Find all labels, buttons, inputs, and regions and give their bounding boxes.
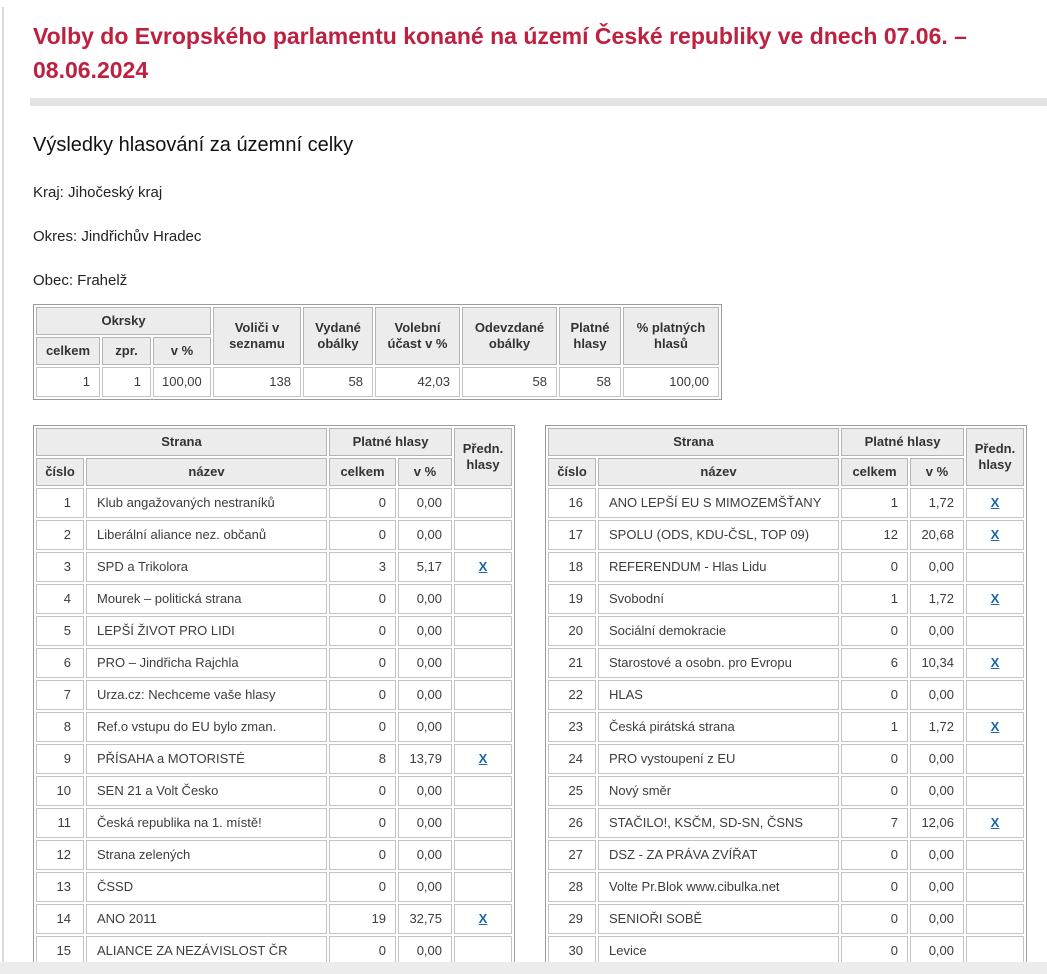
col-pct-platnych-hlasu: % platných hlasů — [623, 307, 719, 365]
platne-hlasy-value: 58 — [559, 367, 621, 397]
party-number-cell: 28 — [548, 872, 596, 902]
votes-pct-cell: 1,72 — [910, 712, 964, 742]
party-row — [548, 904, 1024, 934]
votes-pct-cell: 10,34 — [910, 648, 964, 678]
party-row — [36, 808, 512, 838]
votes-total-cell: 0 — [841, 680, 908, 710]
pref-votes-cell — [454, 744, 512, 774]
pref-votes-cell — [966, 744, 1024, 774]
party-name-cell: ČSSD — [86, 872, 327, 902]
votes-pct-cell: 0,00 — [910, 776, 964, 806]
votes-pct-cell: 5,17 — [398, 552, 452, 582]
votes-pct-cell: 0,00 — [398, 520, 452, 550]
party-header-row-2 — [548, 458, 1024, 486]
pref-votes-cell — [454, 872, 512, 902]
votes-pct-cell: 32,75 — [398, 904, 452, 934]
party-row — [548, 648, 1024, 678]
party-name-cell: Sociální demokracie — [598, 616, 839, 646]
votes-total-cell: 0 — [329, 872, 396, 902]
party-number-cell: 19 — [548, 584, 596, 614]
party-name-cell: Starostové a osobn. pro Evropu — [598, 648, 839, 678]
party-row — [36, 776, 512, 806]
party-name-cell: STAČILO!, KSČM, SD-SN, ČSNS — [598, 808, 839, 838]
votes-pct-cell: 0,00 — [398, 680, 452, 710]
party-name-cell: SEN 21 a Volt Česko — [86, 776, 327, 806]
party-row — [548, 744, 1024, 774]
party-number-cell: 18 — [548, 552, 596, 582]
party-number-cell: 17 — [548, 520, 596, 550]
pref-votes-link[interactable]: X — [478, 911, 488, 926]
votes-total-cell: 0 — [329, 712, 396, 742]
party-row — [36, 744, 512, 774]
votes-pct-cell: 0,00 — [910, 680, 964, 710]
party-number-cell: 14 — [36, 904, 84, 934]
col-okrsky: Okrsky — [36, 307, 211, 335]
party-number-cell: 7 — [36, 680, 84, 710]
votes-total-cell: 0 — [329, 776, 396, 806]
party-row — [36, 648, 512, 678]
votes-pct-cell: 0,00 — [398, 808, 452, 838]
vydane-obalky-value: 58 — [303, 367, 373, 397]
party-number-cell: 29 — [548, 904, 596, 934]
party-table-left — [33, 425, 515, 969]
party-number-cell: 11 — [36, 808, 84, 838]
votes-pct-cell: 0,00 — [910, 872, 964, 902]
party-header-row-1 — [36, 428, 512, 456]
party-name-cell: SENIOŘI SOBĚ — [598, 904, 839, 934]
region-kraj: Kraj: Jihočeský kraj — [33, 184, 163, 201]
pref-votes-cell — [454, 776, 512, 806]
votes-total-cell: 0 — [841, 776, 908, 806]
party-number-cell: 23 — [548, 712, 596, 742]
pref-votes-cell — [454, 840, 512, 870]
votes-total-cell: 1 — [841, 584, 908, 614]
col-nazev: název — [86, 458, 327, 486]
pref-votes-cell — [966, 712, 1024, 742]
party-row — [548, 488, 1024, 518]
summary-table — [33, 304, 722, 400]
party-name-cell: ALIANCE ZA NEZÁVISLOST ČR — [86, 936, 327, 966]
pref-votes-cell — [966, 776, 1024, 806]
party-row — [36, 712, 512, 742]
party-number-cell: 12 — [36, 840, 84, 870]
votes-total-cell: 0 — [329, 616, 396, 646]
votes-total-cell: 0 — [841, 872, 908, 902]
party-number-cell: 6 — [36, 648, 84, 678]
party-name-cell: PRO vystoupení z EU — [598, 744, 839, 774]
party-number-cell: 15 — [36, 936, 84, 966]
votes-total-cell: 0 — [329, 680, 396, 710]
votes-pct-cell: 0,00 — [398, 616, 452, 646]
pref-votes-cell — [454, 712, 512, 742]
pref-votes-cell — [966, 904, 1024, 934]
party-row — [548, 520, 1024, 550]
votes-pct-cell: 0,00 — [910, 936, 964, 966]
col-odevzdane-obalky: Odevzdané obálky — [462, 307, 557, 365]
votes-pct-cell: 1,72 — [910, 584, 964, 614]
votes-total-cell: 7 — [841, 808, 908, 838]
votes-pct-cell: 0,00 — [910, 840, 964, 870]
votes-total-cell: 0 — [841, 936, 908, 966]
pref-votes-cell — [454, 648, 512, 678]
party-row — [548, 584, 1024, 614]
party-number-cell: 24 — [548, 744, 596, 774]
party-row — [548, 776, 1024, 806]
party-row — [36, 488, 512, 518]
col-platne-hlasy: Platné hlasy — [841, 428, 964, 456]
party-number-cell: 3 — [36, 552, 84, 582]
votes-pct-cell: 0,00 — [398, 936, 452, 966]
party-number-cell: 1 — [36, 488, 84, 518]
votes-total-cell: 1 — [841, 488, 908, 518]
col-okrsky-zpr: zpr. — [102, 337, 151, 365]
pref-votes-link[interactable]: X — [478, 751, 488, 766]
party-row — [36, 872, 512, 902]
votes-pct-cell: 0,00 — [398, 872, 452, 902]
votes-total-cell: 0 — [329, 840, 396, 870]
votes-total-cell: 0 — [841, 904, 908, 934]
pref-votes-link[interactable]: X — [990, 495, 1000, 510]
section-title: Výsledky hlasování za územní celky — [33, 134, 354, 156]
party-name-cell: SPOLU (ODS, KDU-ČSL, TOP 09) — [598, 520, 839, 550]
party-number-cell: 9 — [36, 744, 84, 774]
party-name-cell: LEPŠÍ ŽIVOT PRO LIDI — [86, 616, 327, 646]
party-name-cell: Volte Pr.Blok www.cibulka.net — [598, 872, 839, 902]
votes-pct-cell: 0,00 — [398, 488, 452, 518]
pref-votes-cell — [966, 520, 1024, 550]
party-number-cell: 22 — [548, 680, 596, 710]
party-number-cell: 16 — [548, 488, 596, 518]
col-okrsky-v-pct: v % — [153, 337, 211, 365]
votes-total-cell: 0 — [841, 552, 908, 582]
party-row — [36, 680, 512, 710]
party-name-cell: Strana zelených — [86, 840, 327, 870]
party-number-cell: 5 — [36, 616, 84, 646]
pct-platnych-value: 100,00 — [623, 367, 719, 397]
votes-pct-cell: 0,00 — [398, 712, 452, 742]
party-name-cell: Svobodní — [598, 584, 839, 614]
votes-pct-cell: 12,06 — [910, 808, 964, 838]
party-name-cell: Klub angažovaných nestraníků — [86, 488, 327, 518]
pref-votes-link[interactable]: X — [990, 815, 1000, 830]
votes-total-cell: 0 — [329, 648, 396, 678]
party-name-cell: SPD a Trikolora — [86, 552, 327, 582]
party-row — [36, 616, 512, 646]
pref-votes-link[interactable]: X — [990, 719, 1000, 734]
party-row — [548, 616, 1024, 646]
footer-strip — [0, 962, 1047, 974]
page-title: Volby do Evropského parlamentu konané na území České republiky ve dnech 07.06. – 08.06.2024 — [33, 23, 967, 83]
party-number-cell: 21 — [548, 648, 596, 678]
party-row — [548, 872, 1024, 902]
pref-votes-link[interactable]: X — [990, 527, 1000, 542]
page-left-edge — [2, 7, 4, 974]
votes-total-cell: 0 — [329, 520, 396, 550]
pref-votes-cell — [966, 872, 1024, 902]
summary-data-row — [36, 367, 719, 397]
col-v-pct: v % — [398, 458, 452, 486]
pref-votes-link[interactable]: X — [990, 591, 1000, 606]
pref-votes-cell — [454, 552, 512, 582]
party-name-cell: Česká republika na 1. místě! — [86, 808, 327, 838]
col-strana: Strana — [548, 428, 839, 456]
party-tables — [33, 425, 1047, 969]
party-name-cell: Liberální aliance nez. občanů — [86, 520, 327, 550]
party-row — [36, 520, 512, 550]
col-okrsky-celkem: celkem — [36, 337, 100, 365]
votes-pct-cell: 0,00 — [398, 584, 452, 614]
region-obec: Obec: Frahelž — [33, 272, 128, 289]
col-celkem: celkem — [841, 458, 908, 486]
party-name-cell: Nový směr — [598, 776, 839, 806]
pref-votes-link[interactable]: X — [478, 559, 488, 574]
votes-pct-cell: 1,72 — [910, 488, 964, 518]
pref-votes-link[interactable]: X — [990, 655, 1000, 670]
party-row — [548, 680, 1024, 710]
votes-total-cell: 0 — [841, 616, 908, 646]
party-name-cell: REFERENDUM - Hlas Lidu — [598, 552, 839, 582]
col-volebni-ucast: Volební účast v % — [375, 307, 460, 365]
volici-value: 138 — [213, 367, 301, 397]
party-number-cell: 27 — [548, 840, 596, 870]
party-name-cell: Levice — [598, 936, 839, 966]
party-row — [36, 904, 512, 934]
col-cislo: číslo — [36, 458, 84, 486]
votes-total-cell: 1 — [841, 712, 908, 742]
votes-total-cell: 6 — [841, 648, 908, 678]
party-number-cell: 4 — [36, 584, 84, 614]
pref-votes-cell — [454, 584, 512, 614]
votes-total-cell: 19 — [329, 904, 396, 934]
pref-votes-cell — [966, 488, 1024, 518]
votes-total-cell: 0 — [841, 744, 908, 774]
col-predn-hlasy: Předn. hlasy — [454, 428, 512, 486]
party-name-cell: Mourek – politická strana — [86, 584, 327, 614]
votes-pct-cell: 0,00 — [398, 648, 452, 678]
votes-total-cell: 3 — [329, 552, 396, 582]
party-number-cell: 20 — [548, 616, 596, 646]
col-v-pct: v % — [910, 458, 964, 486]
region-okres: Okres: Jindřichův Hradec — [33, 228, 202, 245]
party-row — [548, 840, 1024, 870]
party-number-cell: 30 — [548, 936, 596, 966]
party-header-row-2 — [36, 458, 512, 486]
pref-votes-cell — [966, 616, 1024, 646]
votes-total-cell: 0 — [329, 584, 396, 614]
okrsky-v-pct-value: 100,00 — [153, 367, 211, 397]
votes-pct-cell: 13,79 — [398, 744, 452, 774]
pref-votes-cell — [966, 808, 1024, 838]
party-name-cell: PRO – Jindřicha Rajchla — [86, 648, 327, 678]
votes-total-cell: 0 — [841, 840, 908, 870]
pref-votes-cell — [966, 552, 1024, 582]
party-name-cell: PŘÍSAHA a MOTORISTÉ — [86, 744, 327, 774]
votes-pct-cell: 0,00 — [910, 616, 964, 646]
party-name-cell: ANO LEPŠÍ EU S MIMOZEMŠŤANY — [598, 488, 839, 518]
party-number-cell: 8 — [36, 712, 84, 742]
party-name-cell: Urza.cz: Nechceme vaše hlasy — [86, 680, 327, 710]
pref-votes-cell — [454, 680, 512, 710]
party-row — [548, 808, 1024, 838]
votes-pct-cell: 0,00 — [910, 744, 964, 774]
col-volici-v-seznamu: Voliči v seznamu — [213, 307, 301, 365]
pref-votes-cell — [454, 520, 512, 550]
party-row — [548, 552, 1024, 582]
party-name-cell: ANO 2011 — [86, 904, 327, 934]
votes-pct-cell: 0,00 — [398, 776, 452, 806]
volebni-ucast-value: 42,03 — [375, 367, 460, 397]
pref-votes-cell — [966, 584, 1024, 614]
col-strana: Strana — [36, 428, 327, 456]
col-vydane-obalky: Vydané obálky — [303, 307, 373, 365]
pref-votes-cell — [966, 648, 1024, 678]
party-table-right — [545, 425, 1027, 969]
party-header-row-1 — [548, 428, 1024, 456]
pref-votes-cell — [454, 488, 512, 518]
votes-total-cell: 0 — [329, 808, 396, 838]
votes-total-cell: 8 — [329, 744, 396, 774]
col-platne-hlasy: Platné hlasy — [559, 307, 621, 365]
votes-pct-cell: 20,68 — [910, 520, 964, 550]
summary-header-row-1 — [36, 307, 719, 335]
party-number-cell: 25 — [548, 776, 596, 806]
votes-total-cell: 0 — [329, 936, 396, 966]
votes-pct-cell: 0,00 — [398, 840, 452, 870]
party-name-cell: Ref.o vstupu do EU bylo zman. — [86, 712, 327, 742]
pref-votes-cell — [966, 840, 1024, 870]
votes-pct-cell: 0,00 — [910, 904, 964, 934]
party-number-cell: 26 — [548, 808, 596, 838]
col-nazev: název — [598, 458, 839, 486]
party-name-cell: Česká pirátská strana — [598, 712, 839, 742]
party-name-cell: DSZ - ZA PRÁVA ZVÍŘAT — [598, 840, 839, 870]
party-row — [36, 552, 512, 582]
pref-votes-cell — [454, 904, 512, 934]
party-number-cell: 13 — [36, 872, 84, 902]
party-row — [548, 712, 1024, 742]
party-number-cell: 2 — [36, 520, 84, 550]
party-number-cell: 10 — [36, 776, 84, 806]
okrsky-zpr-value: 1 — [102, 367, 151, 397]
pref-votes-cell — [454, 808, 512, 838]
col-celkem: celkem — [329, 458, 396, 486]
party-name-cell: HLAS — [598, 680, 839, 710]
odevzdane-obalky-value: 58 — [462, 367, 557, 397]
okrsky-celkem-value: 1 — [36, 367, 100, 397]
pref-votes-cell — [966, 680, 1024, 710]
votes-pct-cell: 0,00 — [910, 552, 964, 582]
title-divider — [30, 98, 1047, 106]
party-row — [36, 840, 512, 870]
col-platne-hlasy: Platné hlasy — [329, 428, 452, 456]
col-cislo: číslo — [548, 458, 596, 486]
votes-total-cell: 12 — [841, 520, 908, 550]
pref-votes-cell — [454, 616, 512, 646]
party-row — [36, 584, 512, 614]
votes-total-cell: 0 — [329, 488, 396, 518]
col-predn-hlasy: Předn. hlasy — [966, 428, 1024, 486]
